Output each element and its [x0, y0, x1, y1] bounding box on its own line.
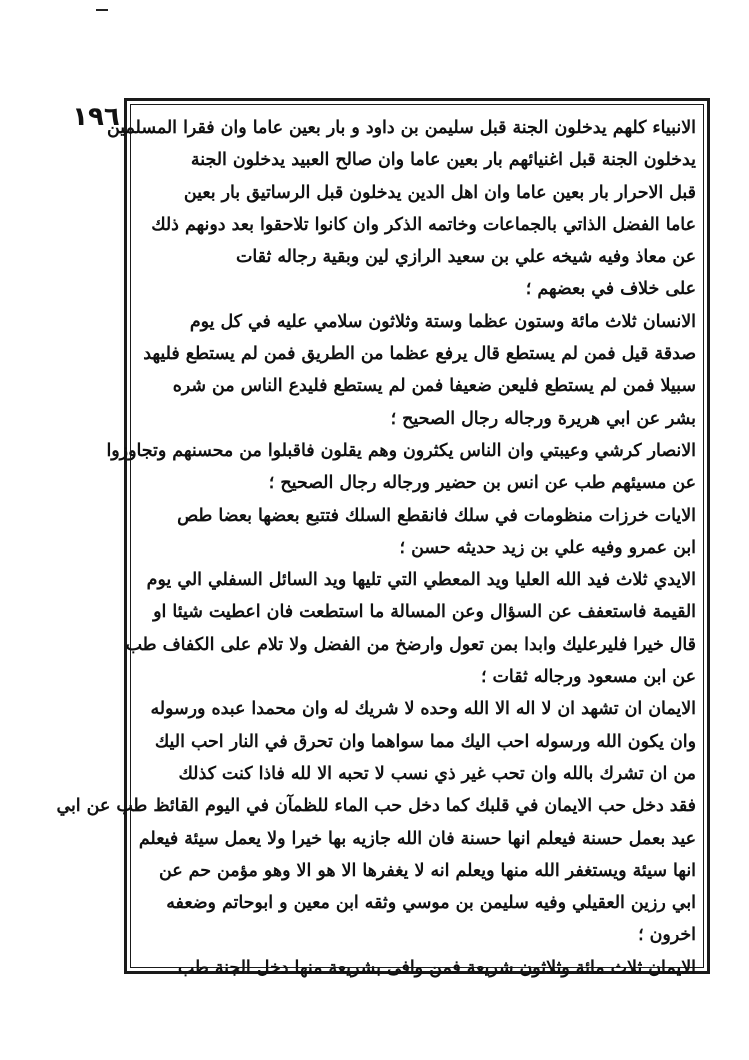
text-line: انها سيئة ويستغفر الله منها ويعلم انه لا يغفرها الا هو الا وهو مؤمن حم عن [158, 860, 696, 881]
text-line: الانسان ثلاث مائة وستون عظما وستة وثلاثون سلامي عليه في كل يوم [189, 311, 696, 332]
text-line: عن ابن مسعود ورجاله ثقات ؛ [480, 667, 696, 688]
text-line: سبيلا فمن لم يستطع فليعن ضعيفا فمن لم يستطع فليدع الناس من شره [172, 376, 696, 397]
text-line: القيمة فاستعفف عن السؤال وعن المسالة ما استطعت فان اعطيت شيئا او [153, 602, 696, 623]
text-line: يدخلون الجنة قبل اغنيائهم بار بعين عاما وان صالح العبيد يدخلون الجنة [190, 150, 696, 171]
text-line: اخرون ؛ [638, 925, 696, 946]
text-line: عيد بعمل حسنة فيعلم انها حسنة فان الله جازيه بها خيرا ولا يعمل سيئة فيعلم [138, 828, 696, 849]
text-line: الايمان ان تشهد ان لا اله الا الله وحده لا شريك له وان محمدا عبده ورسوله [150, 699, 696, 720]
page-number: ١٩٦ [72, 102, 120, 132]
text-line: عاما الفضل الذاتي بالجماعات وخاتمه الذكر وان كانوا تلاحقوا بعد دونهم ذلك [151, 214, 696, 235]
text-line: قال خيرا فليرعليك وابدا بمن تعول وارضخ من الفضل ولا تلام على الكفاف طب [125, 634, 696, 655]
text-line: الايمان ثلاث مائة وثلاثون شريعة فمن وافى بشريعة منها دخل الجنة طب [177, 957, 696, 978]
text-line: وان يكون الله ورسوله احب اليك مما سواهما وان تحرق في النار احب اليك [154, 731, 696, 752]
text-line: ابن عمرو وفيه علي بن زيد حديثه حسن ؛ [399, 537, 696, 558]
text-line: فقد دخل حب الايمان في قلبك كما دخل حب الماء للظمآن في اليوم القائظ طب عن ابي [56, 796, 696, 817]
text-line: الايدي ثلاث فيد الله العليا ويد المعطي التي تليها ويد السائل السفلي الي يوم [146, 570, 696, 591]
text-line: الايات خرزات منظومات في سلك فانقطع السلك فتتبع بعضها بعضا طص [177, 505, 696, 526]
text-line: من ان تشرك بالله وان تحب غير ذي نسب لا تحبه الا لله فاذا كنت كذلك [178, 763, 696, 784]
text-line: ابي رزين العقيلي وفيه سليمن بن موسي وثقه ابن معين و ابوحاتم وضعفه [166, 893, 696, 914]
text-line: على خلاف في بعضهم ؛ [525, 279, 696, 300]
text-line: صدقة قيل فمن لم يستطع قال يرفع عظما من الطريق فمن لم يستطع فليهد [143, 344, 696, 365]
text-line: بشر عن ابي هريرة ورجاله رجال الصحيح ؛ [390, 408, 696, 429]
text-line: الانبياء كلهم يدخلون الجنة قبل سليمن بن داود و بار بعين عاما وان فقرا المسلمين [107, 118, 696, 138]
text-line: قبل الاحرار بار بعين عاما وان اهل الدين يدخلون قبل الرساتيق بار بعين [183, 182, 696, 203]
text-line: عن مسيئهم طب عن انس بن حضير ورجاله رجال الصحيح ؛ [268, 473, 696, 494]
text-line: عن معاذ وفيه شيخه علي بن سعيد الرازي لين وبقية رجاله ثقات [236, 247, 696, 268]
top-edge-mark [96, 0, 108, 11]
text-line: الانصار كرشي وعيبتي وان الناس يكثرون وهم يقلون فاقبلوا من محسنهم وتجاوزوا [106, 440, 696, 461]
